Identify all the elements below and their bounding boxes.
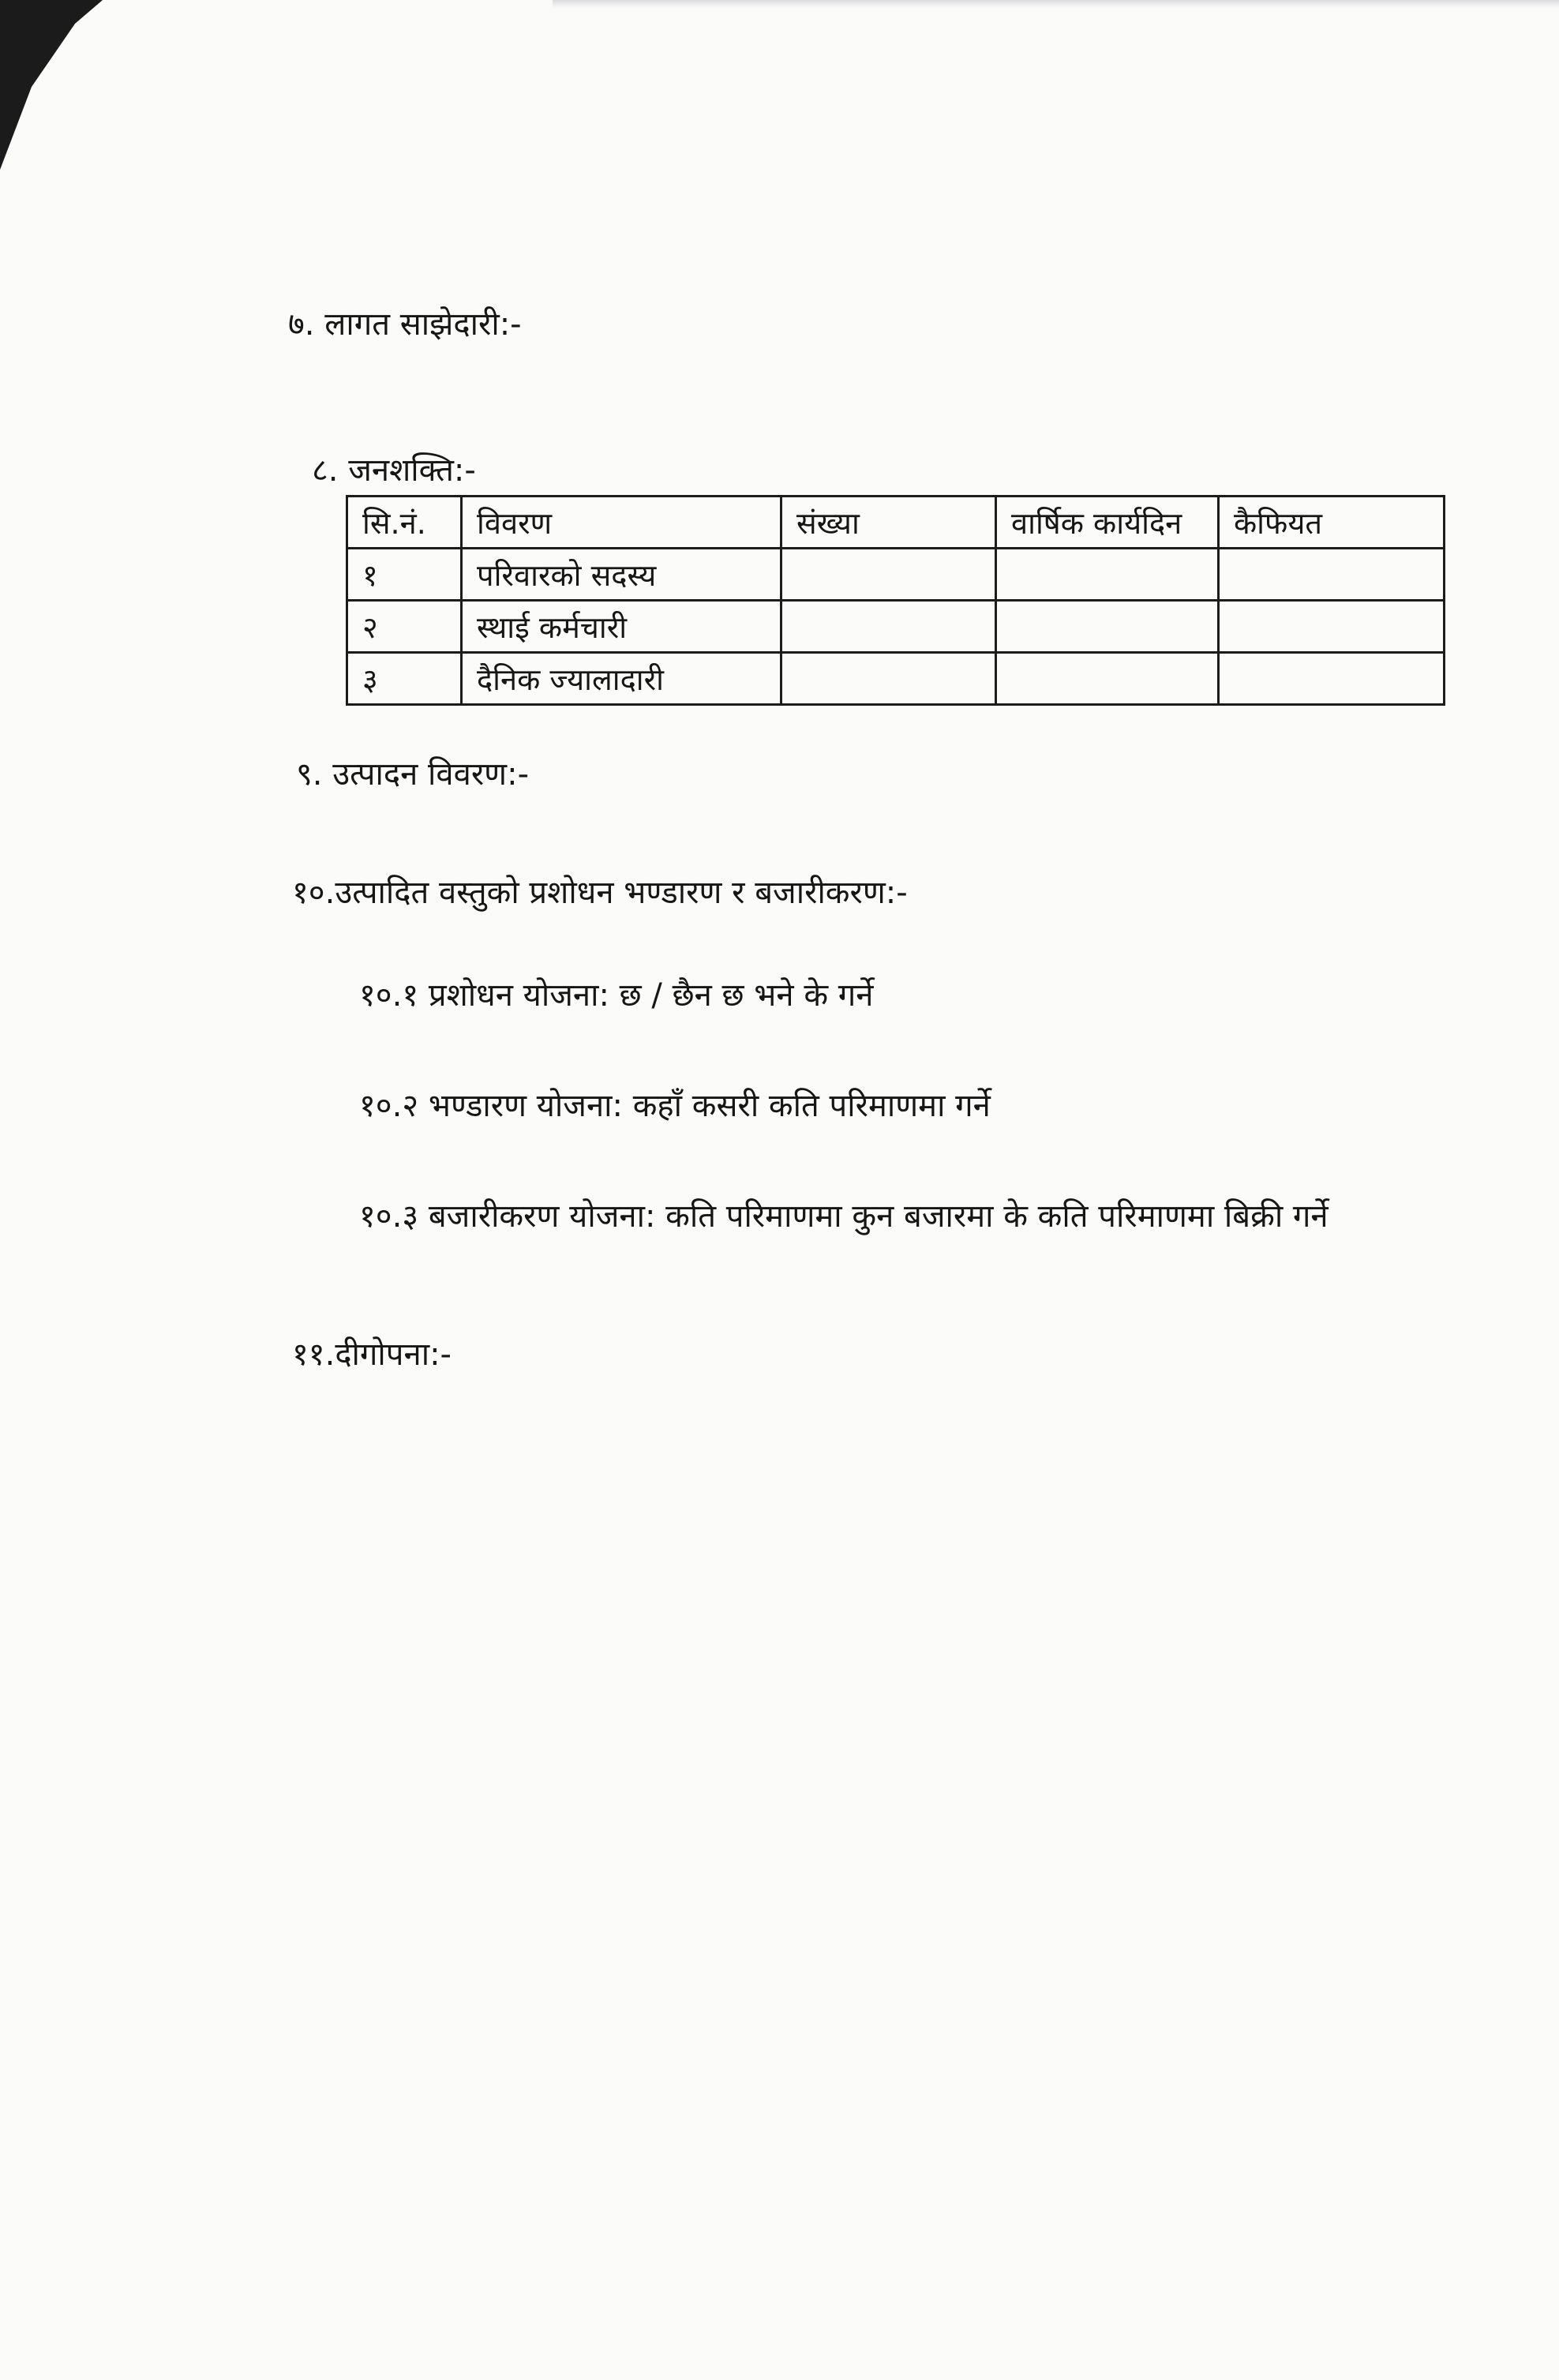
header-serial-no: सि.नं. [347,497,462,549]
scan-edge-strip [553,0,1559,8]
table-row [347,601,1445,653]
table-row [347,549,1445,601]
manpower-table [346,495,1445,706]
cell-annual-workdays [996,653,1219,705]
cell-count [781,653,996,705]
section-9-production-details: ९. उत्पादन विवरण:- [296,756,530,793]
header-count: संख्या [781,497,996,549]
cell-annual-workdays [996,549,1219,601]
section-10-1-processing-plan: १०.१ प्रशोधन योजना: छ / छैन छ भने के गर्ने [359,977,874,1014]
cell-serial-no: १ [347,549,462,601]
header-description: विवरण [462,497,781,549]
cell-remarks [1219,601,1445,653]
table-header-row [347,497,1445,549]
cell-description: स्थाई कर्मचारी [462,601,781,653]
header-remarks: कैफियत [1219,497,1445,549]
cell-serial-no: ३ [347,653,462,705]
section-7-cost-sharing: ७. लागत साझेदारी:- [288,306,522,343]
cell-serial-no: २ [347,601,462,653]
cell-remarks [1219,653,1445,705]
cell-remarks [1219,549,1445,601]
section-10-processing-storage-marketing: १०.उत्पादित वस्तुको प्रशोधन भण्डारण र बजारीकरण:- [292,875,908,911]
header-annual-workdays: वार्षिक कार्यदिन [996,497,1219,549]
section-11-sustainability: ११.दीगोपना:- [292,1336,452,1373]
section-8-manpower: ८. जनशक्ति:- [312,452,476,489]
section-10-2-storage-plan: १०.२ भण्डारण योजना: कहाँ कसरी कति परिमाणमा गर्ने [359,1088,991,1124]
cell-count [781,601,996,653]
section-10-3-marketing-plan: १०.३ बजारीकरण योजना: कति परिमाणमा कुन बजारमा के कति परिमाणमा बिक्री गर्ने [359,1198,1329,1235]
table-row [347,653,1445,705]
scan-corner-shadow [0,0,103,174]
cell-description: परिवारको सदस्य [462,549,781,601]
cell-description: दैनिक ज्यालादारी [462,653,781,705]
cell-annual-workdays [996,601,1219,653]
cell-count [781,549,996,601]
